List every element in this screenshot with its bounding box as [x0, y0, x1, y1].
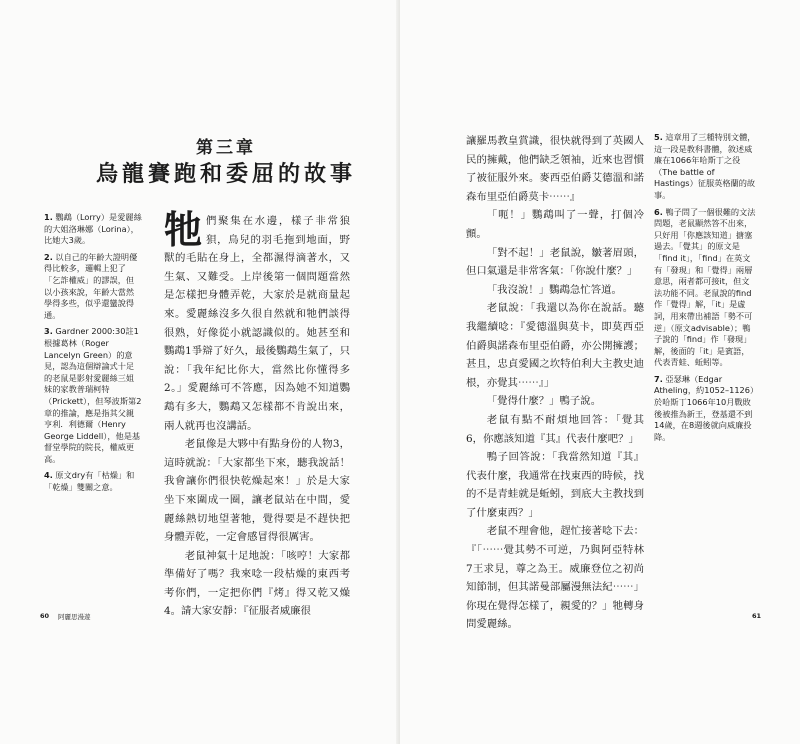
body-paragraph: 鴨子回答說：「我當然知道『其』代表什麼，我通常在找東西的時候，找的不是青蛙就是蚯蚓，到底大主教找到了什麼東西？」	[466, 451, 644, 519]
page-number-right: 61	[752, 612, 762, 620]
footnote-7: 7. 亞瑟琳（Edgar Atheling，約1052–1126）於哈斯丁1066年10月戰敗後被推為新王，登基還不到14歲，在8週後就向威廉投降。	[654, 373, 755, 442]
running-head: 阿麗思漫遊	[58, 613, 91, 621]
body-paragraph: 老鼠說：「我還以為你在說話。聽我繼續唸：『愛德溫與莫卡，即莫西亞伯爵與諾森布里亞伯爵，亦公開擁護；甚且，忠貞愛國之坎特伯利大主教史迪根，亦覺其⋯⋯』」	[466, 302, 644, 389]
body-paragraph: 老鼠不理會他，趕忙接著唸下去：『「⋯⋯覺其勢不可逆，乃與阿亞特林7王求見，尊之為王。威廉登位之初尚知節制，但其諾曼部屬漫無法紀⋯⋯」你現在覺得怎樣了，親愛的？」牠轉身問愛麗絲。	[466, 525, 644, 631]
right-footnotes	[654, 132, 756, 448]
left-footnotes	[44, 212, 142, 499]
footnote-4: 4. 原文dry有「枯燥」和「乾燥」雙關之意。	[44, 470, 135, 493]
right-body-text	[466, 132, 644, 634]
footnote-6: 6. 鴨子問了一個很難的文法問題，老鼠顯然答不出來，只好用「你應該知道」搪塞過去。「覺其」的原文是「find it」，「find」在英文有「發現」和「覺得」兩層意思，兩者都可接it，但文法功能不同。老鼠說的find作「覺得」解，「it」是虛詞，用來帶出補語「勢不可逆」（原文advisable）；鴨子說的「find」作「發現」解，後面的「it」是賓語，代表青蛙、蚯蚓等。	[654, 206, 756, 368]
body-paragraph: 牠們聚集在水邊，樣子非常狼狽，鳥兒的羽毛拖到地面，野獸的毛貼在身上，全都濕得滴著水，又生氣、又難受。上岸後第一個問題當然是怎樣把身體弄乾，大家於是就商量起來。愛麗絲沒多久很自然就和牠們談得很熟，好像從小就認識似的。她甚至和鸚鵡1爭辯了好久，最後鸚鵡生氣了，只說：「我年紀比你大，當然比你懂得多2。」愛麗絲可不答應，因為她不知道鸚鵡有多大，鸚鵡又怎樣都不肯說出來，兩人就再也沒講話。	[164, 207, 350, 432]
page-number-left: 60	[40, 612, 50, 620]
body-paragraph: 「對不起！」老鼠說，皺著眉頭，但口氣還是非常客氣：「你說什麼？」	[466, 246, 644, 278]
body-paragraph: 老鼠神氣十足地說：「咳哼！大家都準備好了嗎？我來唸一段枯燥的東西考考你們，一定把你們『烤』得又乾又燥4。請大家安靜：『征服者威廉很	[164, 549, 350, 618]
drop-cap: 牠	[164, 207, 203, 252]
body-paragraph: 「我沒說！」鸚鵡急忙答道。	[486, 283, 622, 296]
footnote-5: 5. 這章用了三種特別文體，這一段是教科書體，敘述威廉在1066年哈斯丁之役（The battle of Hastings）征服英格蘭的故事。	[654, 132, 756, 200]
body-paragraph: 老鼠像是大夥中有點身份的人物3，這時就說：「大家都坐下來，聽我說話！我會讓你們很快乾燥起來！」於是大家坐下來圍成一圈，讓老鼠站在中間，愛麗絲熱切地望著牠，覺得要是不趕快把身體弄乾，一定會感冒得很厲害。	[164, 438, 350, 544]
left-body-text	[164, 207, 350, 621]
body-paragraph: 老鼠有點不耐煩地回答：「覺其6，你應該知道『其』代表什麼吧？」	[466, 413, 644, 445]
body-paragraph: 「呃！」鸚鵡叫了一聲，打個冷顫。	[466, 209, 644, 240]
chapter-title: 烏龍賽跑和委屈的故事	[96, 161, 357, 187]
footnote-1: 1. 鸚鵡（Lorry）是愛麗絲的大姐洛琳娜（Lorina），比她大3歲。	[44, 212, 142, 246]
body-paragraph: 「覺得什麼？」鴨子說。	[486, 395, 602, 408]
chapter-number: 第三章	[196, 138, 256, 158]
body-paragraph: 讓羅馬教皇賞識，很快就得到了英國人民的擁戴，他們缺乏領袖，近來也習慣了被征服外來。麥西亞伯爵艾德溫和諾森布里亞伯爵莫卡⋯⋯』	[466, 135, 644, 203]
footnote-2: 2. 以自己的年齡大證明優得比較多，邏輯上犯了「乞詐權威」的謬誤，但以小孩來說，年齡大當然學得多些，似乎還蠻說得通。	[44, 251, 138, 320]
footnote-3: 3. Gardner 2000:30註1根據葛林（Roger Lancelyn Green）的意見，認為這個辯論式十足的老鼠是影射愛麗絲三姐妹的家教普瑞柯特（Prickett），但琴波斯第2章的推論，應是指其父親亨利．利德爾（Henry George Liddell），他是基督堂學院的院長，權威更高。	[44, 326, 142, 464]
